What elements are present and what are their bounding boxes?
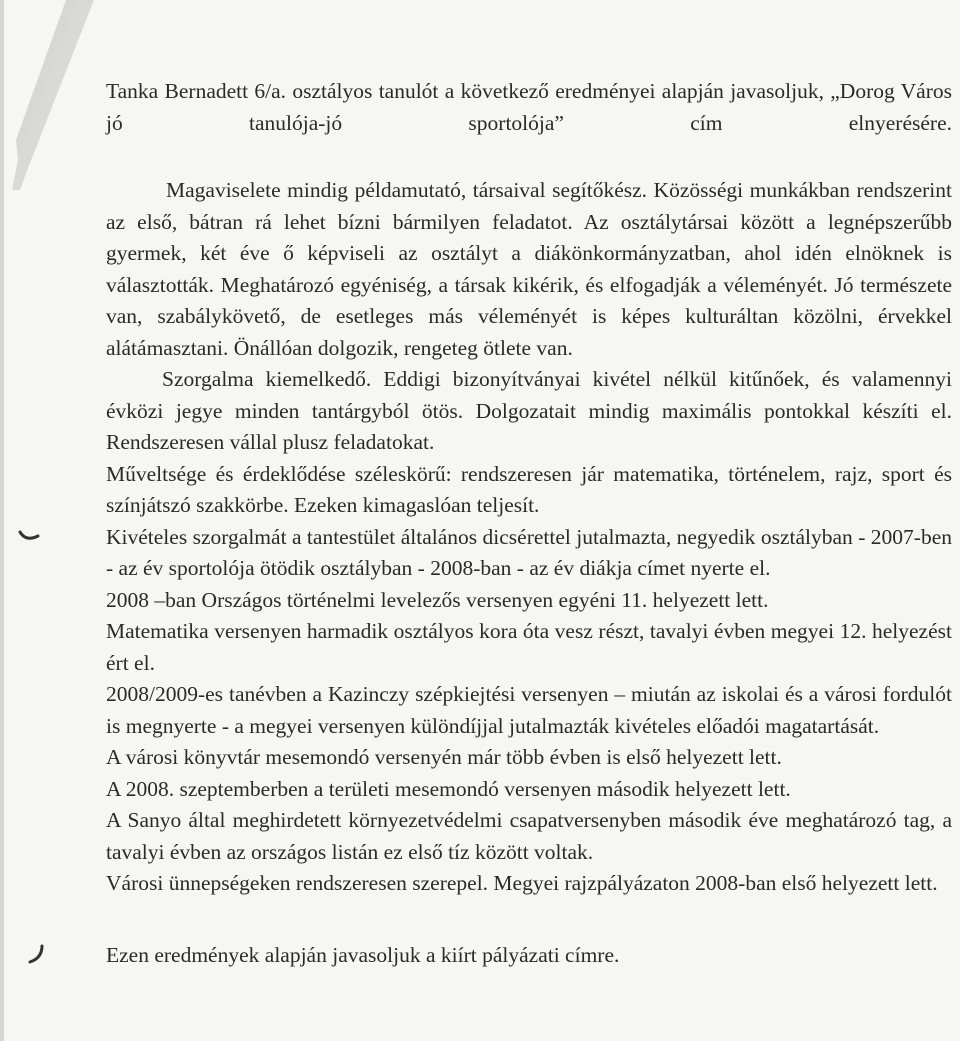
math-contest-paragraph: Matematika versenyen harmadik osztályos kora óta vesz részt, tavalyi évben megyei 12. helyezést ért el.	[106, 619, 952, 675]
closing-paragraph: Ezen eredmények alapján javasoljuk a kiírt pályázati címre.	[106, 942, 620, 967]
behavior-paragraph: Magaviselete mindig példamutató, társaival segítőkész. Közösségi munkákban rendszerint az első, bátran rá lehet bízni bármilyen feladatot. Az osztálytársai között a legnépszerűbb gyermek, két éve ő képviseli az osztályt a diákönkormányzatban, ahol idén elnöknek is választották. Meghatározó egyéniség, a társak kikérik, és elfogadják a véleményét. Jó természete van, szabálykövető, de esetleges más véleményét is képes kulturáltan közölni, érvekkel alátámasztani. Önállóan dolgozik, rengeteg ötlete van.	[106, 178, 952, 360]
storytelling-paragraph: A 2008. szeptemberben a területi mesemondó versenyen második helyezett lett.	[106, 776, 791, 801]
hole-punch-mark	[26, 944, 46, 966]
paragraph-gap	[106, 900, 952, 940]
culture-paragraph: Műveltsége és érdeklődése széleskörű: rendszeresen jár matematika, történelem, rajz, sport és színjátszó szakkörbe. Ezeken kimagaslóan teljesít.	[106, 461, 952, 517]
library-paragraph: A városi könyvtár mesemondó versenyén már több évben is első helyezett lett.	[106, 745, 782, 769]
scan-left-edge	[0, 0, 4, 1041]
recommendation-letter	[106, 76, 952, 971]
hole-punch-mark	[18, 528, 40, 546]
scan-streak	[8, 0, 98, 190]
paragraph-gap	[106, 139, 952, 175]
praise-paragraph: Kivételes szorgalmát a tantestület általános dicsérettel jutalmazta, negyedik osztályban - 2007-ben - az év sportolója ötödik osztályban - 2008-ban - az év diákja címet nyerte el.	[106, 524, 952, 580]
diligence-paragraph: Szorgalma kiemelkedő. Eddigi bizonyítványai kivétel nélkül kitűnőek, és valamennyi évközi jegye minden tantárgyból ötös. Dolgozatait mindig maximális pontokkal készíti el. Rendszeresen vállal plusz feladatokat.	[106, 367, 952, 454]
ceremonies-paragraph: Városi ünnepségeken rendszeresen szerepel. Megyei rajzpályázaton 2008-ban első helyezett lett.	[106, 871, 938, 895]
history-contest-paragraph: 2008 –ban Országos történelmi levelezős versenyen egyéni 11. helyezett lett.	[106, 587, 769, 612]
kazinczy-paragraph: 2008/2009-es tanévben a Kazinczy szépkiejtési versenyen – miután az iskolai és a városi fordulót is megnyerte - a megyei versenyen különdíjjal jutalmazták kivételes előadói magatartását.	[106, 682, 952, 738]
intro-paragraph: Tanka Bernadett 6/a. osztályos tanulót a következő eredményei alapján javasoljuk, „Dorog Város jó tanulója-jó sportolója” cím elnyerésére.	[106, 79, 952, 135]
sanyo-paragraph: A Sanyo által meghirdetett környezetvédelmi csapatversenyben második éve meghatározó tag, a tavalyi évben az országos listán ez első tíz között voltak.	[106, 808, 952, 864]
